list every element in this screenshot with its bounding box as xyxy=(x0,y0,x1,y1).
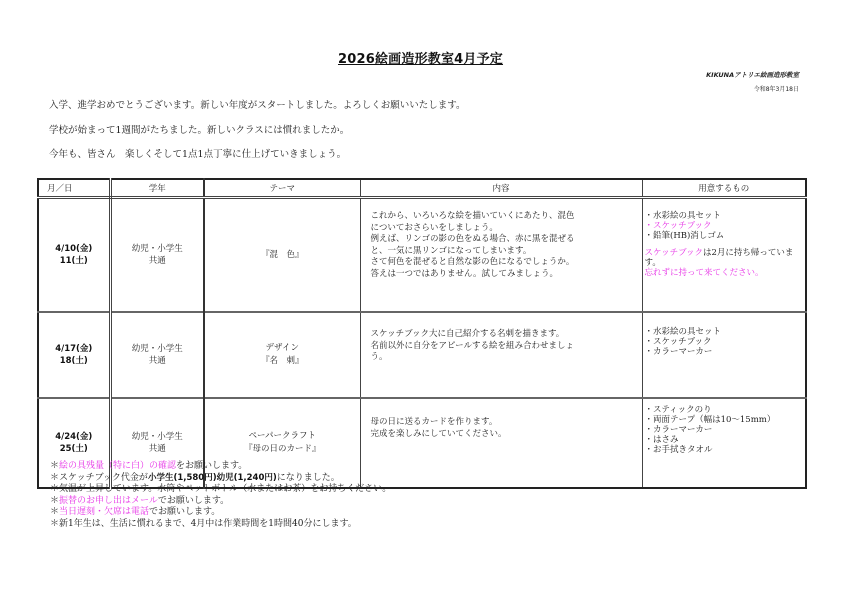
header-content: 内容 xyxy=(360,179,642,198)
content-cell xyxy=(360,398,642,488)
table-row xyxy=(38,198,806,313)
item-highlight: ・スケッチブック xyxy=(644,221,712,231)
header-theme: テーマ xyxy=(204,179,360,198)
item-note xyxy=(645,248,804,268)
note-text: 気温が上昇しています。水筒やペットボトル（水またはお茶）をお持ちください。 xyxy=(59,484,392,495)
content-line: 例えば、リンゴの影の色をぬる場合、赤に黒を混ぜる xyxy=(370,234,575,244)
item: ・カラーマーカー xyxy=(644,425,713,435)
item: ・スティックのり xyxy=(644,405,712,415)
asterisk-icon: ＊ xyxy=(50,518,60,529)
date-secondary: 18(土) xyxy=(59,356,88,366)
content-cell xyxy=(360,312,642,398)
grade-common: 共通 xyxy=(148,256,166,266)
grade-common: 共通 xyxy=(148,356,166,366)
note-item xyxy=(50,484,391,496)
asterisk-icon: ＊ xyxy=(50,484,60,495)
grade-cell xyxy=(110,198,204,313)
content-line: う。 xyxy=(370,352,388,362)
grade-label: 幼児・小学生 xyxy=(131,344,183,354)
note-item xyxy=(50,496,391,508)
item: ・カラーマーカー xyxy=(644,347,713,357)
asterisk-icon: ＊ xyxy=(50,495,60,506)
content-line: 名前以外に自分をアピールする絵を組み合わせましょ xyxy=(370,340,574,351)
item: ・スケッチブック xyxy=(644,337,712,347)
theme-cell xyxy=(204,312,360,398)
item-note-text: は2月に持ち帰っています。 xyxy=(644,248,794,268)
item: ・お手拭きタオル xyxy=(644,445,713,455)
note-highlight: 絵の具残量（特に白）の確認 xyxy=(59,461,177,471)
content-line: さて何色を混ぜると自然な影の色になるでしょうか。 xyxy=(370,257,575,267)
notes-list xyxy=(50,461,391,531)
date-secondary: 25(土) xyxy=(59,444,88,454)
date-secondary: 11(土) xyxy=(59,256,88,266)
item: ・両面テープ（幅は10〜15mm） xyxy=(644,415,776,425)
theme-title: 『混 色』 xyxy=(260,249,304,260)
note-text: でお願いします。 xyxy=(157,495,230,506)
item: ・水彩絵の具セット xyxy=(644,211,722,221)
note-item xyxy=(50,507,391,519)
intro-line-1: 入学、進学おめでとうございます。新しい年度がスタートしました。よろしくお願いいたします。 xyxy=(49,100,466,111)
asterisk-icon: ＊ xyxy=(50,461,60,471)
note-text: スケッチブック代金が xyxy=(59,472,148,483)
item: ・はさみ xyxy=(644,435,679,445)
items-cell xyxy=(642,398,806,488)
theme-category: デザイン xyxy=(265,343,299,353)
theme-title: 『名 刺』 xyxy=(260,356,304,366)
header-date: 月／日 xyxy=(38,179,110,198)
intro-line-2: 学校が始まって1週間がたちました。新しいクラスには慣れましたか。 xyxy=(49,125,350,136)
issue-date: 令和8年3月18日 xyxy=(753,86,799,93)
content-line: スケッチブック大に自己紹介する名刺を描きます。 xyxy=(370,329,565,339)
header-grade: 学年 xyxy=(110,179,204,198)
content-line: と、一気に黒リンゴになってしまいます。 xyxy=(370,245,532,256)
item: ・鉛筆(HB)消しゴム xyxy=(644,231,725,241)
content-line: 母の日に送るカードを作ります。 xyxy=(370,417,498,427)
item-note-highlight: スケッチブック xyxy=(644,248,703,258)
grade-label: 幼児・小学生 xyxy=(131,432,183,442)
note-highlight: 振替のお申し出はメール xyxy=(59,495,158,506)
page-title: 2026絵画造形教室4月予定 xyxy=(337,52,504,67)
note-text: をお願いします。 xyxy=(176,461,248,471)
items-cell xyxy=(642,198,806,313)
organization-name: KIKUNAアトリエ絵画造形教室 xyxy=(706,71,799,79)
grade-label: 幼児・小学生 xyxy=(131,244,183,254)
date-primary: 4/10(金) xyxy=(55,244,93,254)
content-line: についておさらいをしましょう。 xyxy=(370,222,498,233)
note-price: 小学生(1,580円)幼児(1,240円) xyxy=(147,472,277,483)
items-cell xyxy=(642,312,806,398)
asterisk-icon: ＊ xyxy=(50,507,60,518)
item-note-line2: 忘れずに持って来てください。 xyxy=(644,268,764,278)
note-item xyxy=(50,461,391,473)
note-item xyxy=(50,519,391,531)
grade-common: 共通 xyxy=(148,444,166,454)
date-cell xyxy=(38,312,110,398)
schedule-table xyxy=(37,178,807,489)
content-line: 答えは一つではありません。試してみましょう。 xyxy=(370,268,559,279)
intro-line-3: 今年も、皆さん 楽しくそして1点1点丁寧に仕上げていきましょう。 xyxy=(49,149,347,160)
item: ・水彩絵の具セット xyxy=(644,327,722,337)
note-text: 新1年生は、生活に慣れるまで、4月中は作業時間を1時間40分にします。 xyxy=(59,518,357,529)
table-row xyxy=(38,312,806,398)
header-items: 用意するもの xyxy=(642,179,806,198)
note-text: になりました。 xyxy=(276,472,340,483)
note-text: でお願いします。 xyxy=(149,507,221,518)
content-line: 完成を楽しみにしていてください。 xyxy=(370,428,507,439)
asterisk-icon: ＊ xyxy=(50,472,60,483)
date-primary: 4/24(金) xyxy=(55,432,93,442)
date-primary: 4/17(金) xyxy=(55,344,93,354)
note-highlight: 当日遅刻・欠席は電話 xyxy=(59,507,150,518)
note-item xyxy=(50,473,391,485)
theme-category: ペーパークラフト xyxy=(248,431,317,441)
table-header-row xyxy=(38,179,806,198)
theme-title: 『母の日のカード』 xyxy=(243,444,321,454)
content-cell xyxy=(360,198,642,313)
grade-cell xyxy=(110,312,204,398)
content-line: これから、いろいろな絵を描いていくにあたり、混色 xyxy=(370,211,575,221)
date-cell xyxy=(38,198,110,313)
theme-cell xyxy=(204,198,360,313)
